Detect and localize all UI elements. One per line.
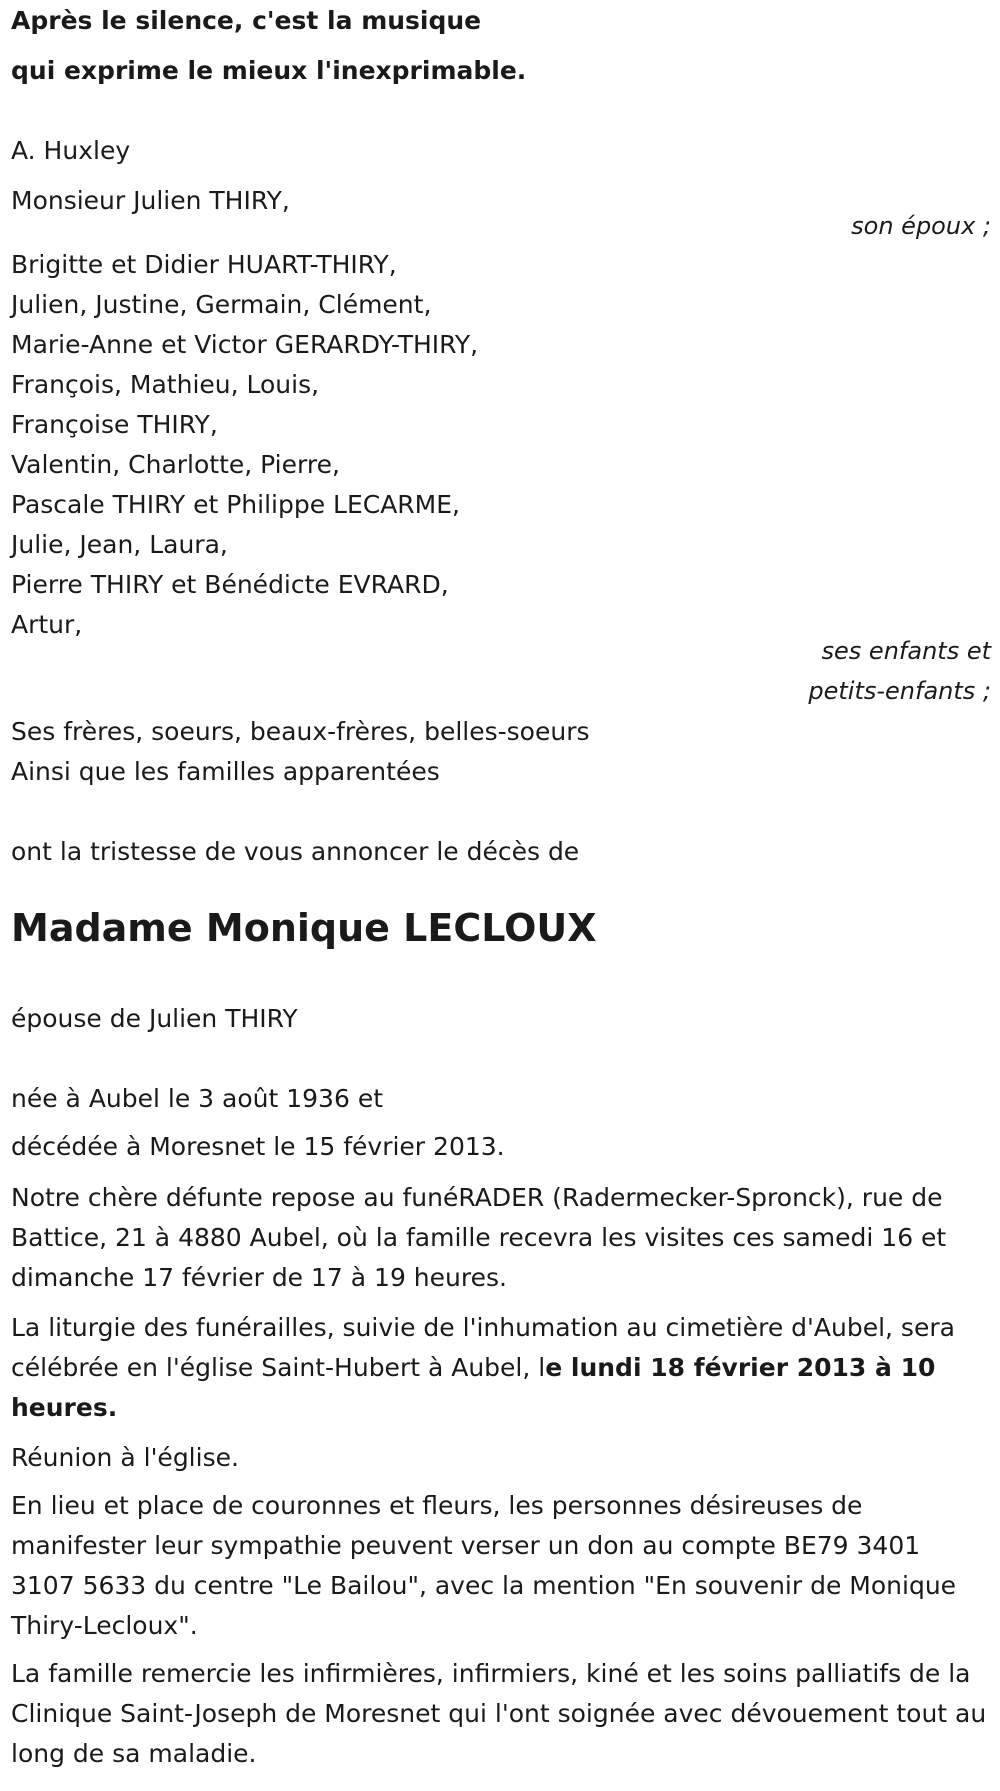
child-line: Julien, Justine, Germain, Clément, xyxy=(11,290,432,319)
spouse-name: Monsieur Julien THIRY, xyxy=(11,186,290,215)
child-line: Valentin, Charlotte, Pierre, xyxy=(11,450,340,479)
spouse-relation: son époux ; xyxy=(851,212,991,240)
birth-line: née à Aubel le 3 août 1936 et xyxy=(11,1084,383,1113)
liturgy-paragraph xyxy=(11,1308,991,1428)
child-line: Pascale THIRY et Philippe LECARME, xyxy=(11,490,460,519)
child-line: Julie, Jean, Laura, xyxy=(11,530,228,559)
child-line: François, Mathieu, Louis, xyxy=(11,370,320,399)
death-line: décédée à Moresnet le 15 février 2013. xyxy=(11,1132,505,1161)
children-relation-line-1: ses enfants et xyxy=(821,637,991,665)
siblings-line-2: Ainsi que les familles apparentées xyxy=(11,757,440,786)
donation-paragraph: En lieu et place de couronnes et fleurs, les personnes désireuses de manifester leur sympathie peuvent verser un don au compte BE79 3401 3107 5633 du centre "Le Bailou", avec la mention "En souvenir de Monique Thiry-Lecloux". xyxy=(11,1491,957,1640)
liturgy-date-bold: e lundi 18 février 2013 à 10 heures. xyxy=(11,1353,936,1422)
liturgy-text: La liturgie des funérailles, suivie de l'inhumation au cimetière d'Aubel, sera célébrée en l'église Saint-Hubert à Aubel, l xyxy=(11,1313,955,1382)
viewing-paragraph: Notre chère défunte repose au funéRADER (Radermecker-Spronck), rue de Battice, 21 à 4880 Aubel, où la famille recevra les visites ces samedi 16 et dimanche 17 février de 17 à 19 heures. xyxy=(11,1183,947,1292)
deceased-spouse-line: épouse de Julien THIRY xyxy=(11,1004,298,1033)
quote-line-1: Après le silence, c'est la musique xyxy=(11,6,482,35)
siblings-line-1: Ses frères, soeurs, beaux-frères, belles-soeurs xyxy=(11,717,590,746)
meeting-paragraph: Réunion à l'église. xyxy=(11,1443,239,1472)
children-relation-line-2: petits-enfants ; xyxy=(808,677,991,705)
quote-author: A. Huxley xyxy=(11,136,131,165)
child-line: Marie-Anne et Victor GERARDY-THIRY, xyxy=(11,330,479,359)
child-line: Françoise THIRY, xyxy=(11,410,218,439)
child-line: Brigitte et Didier HUART-THIRY, xyxy=(11,250,397,279)
child-line: Pierre THIRY et Bénédicte EVRARD, xyxy=(11,570,449,599)
quote-line-2: qui exprime le mieux l'inexprimable. xyxy=(11,56,527,85)
announcement-text: ont la tristesse de vous annoncer le décès de xyxy=(11,837,580,866)
deceased-name: Madame Monique LECLOUX xyxy=(11,906,597,950)
child-line: Artur, xyxy=(11,610,83,639)
thanks-paragraph: La famille remercie les infirmières, infirmiers, kiné et les soins palliatifs de la Clinique Saint-Joseph de Moresnet qui l'ont soignée avec dévouement tout au long de sa maladie. xyxy=(11,1659,987,1768)
